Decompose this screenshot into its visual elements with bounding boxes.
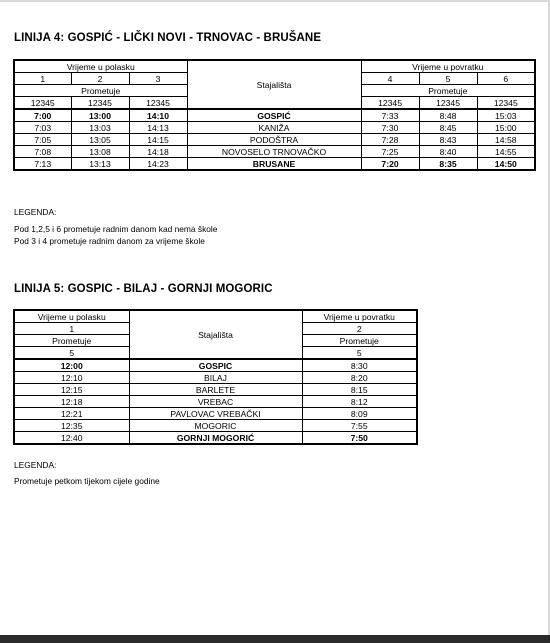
departure-days: 5 xyxy=(14,347,129,360)
departure-time: 12:10 xyxy=(14,372,129,384)
table-row xyxy=(14,359,417,372)
return-time: 15:03 xyxy=(477,109,535,122)
table-row xyxy=(14,432,417,445)
table-row xyxy=(14,372,417,384)
return-time: 8:43 xyxy=(419,134,477,146)
departure-days: 12345 xyxy=(71,97,129,110)
departure-time: 7:00 xyxy=(14,109,71,122)
line5-timetable xyxy=(13,309,418,445)
return-time: 7:55 xyxy=(302,420,417,432)
departure-time: 12:40 xyxy=(14,432,129,445)
return-time: 8:45 xyxy=(419,122,477,134)
departure-time: 12:15 xyxy=(14,384,129,396)
return-time: 7:20 xyxy=(361,158,419,171)
legend-title: LEGENDA: xyxy=(14,207,57,217)
return-time: 8:12 xyxy=(302,396,417,408)
stop-name: BARLETE xyxy=(129,384,302,396)
return-runs-header: Prometuje xyxy=(302,335,417,347)
departure-time: 12:35 xyxy=(14,420,129,432)
return-time: 7:33 xyxy=(361,109,419,122)
departure-time: 13:08 xyxy=(71,146,129,158)
table-row xyxy=(14,396,417,408)
table-header-row xyxy=(14,60,535,73)
table-row xyxy=(14,408,417,420)
return-time: 7:28 xyxy=(361,134,419,146)
return-time: 8:15 xyxy=(302,384,417,396)
stop-name: GORNJI MOGORIĆ xyxy=(129,432,302,445)
stops-header: Stajališta xyxy=(187,60,361,109)
return-time: 8:48 xyxy=(419,109,477,122)
stop-name: KANIŽA xyxy=(187,122,361,134)
return-time: 14:58 xyxy=(477,134,535,146)
return-time: 7:30 xyxy=(361,122,419,134)
return-time: 14:50 xyxy=(477,158,535,171)
return-time: 8:09 xyxy=(302,408,417,420)
legend-line: Pod 1,2,5 i 6 prometuje radnim danom kad nema škole xyxy=(14,224,218,234)
return-runs-header: Prometuje xyxy=(361,85,535,97)
return-col-number: 5 xyxy=(419,73,477,85)
departure-time: 12:18 xyxy=(14,396,129,408)
table-row xyxy=(14,420,417,432)
return-days: 12345 xyxy=(477,97,535,110)
return-time: 8:30 xyxy=(302,359,417,372)
table-row xyxy=(14,109,535,122)
table-row xyxy=(14,134,535,146)
departure-header: Vrijeme u polasku xyxy=(14,310,129,323)
departure-header: Vrijeme u polasku xyxy=(14,60,187,73)
return-time: 14:55 xyxy=(477,146,535,158)
departure-time: 12:21 xyxy=(14,408,129,420)
return-col-number: 4 xyxy=(361,73,419,85)
return-days: 12345 xyxy=(419,97,477,110)
departure-time: 14:18 xyxy=(129,146,187,158)
line4-legend xyxy=(14,206,217,247)
table-header-row xyxy=(14,310,417,323)
table-row xyxy=(14,122,535,134)
legend-line: Prometuje petkom tijekom cijele godine xyxy=(14,476,160,486)
stop-name: GOSPIĆ xyxy=(187,109,361,122)
return-time: 15:00 xyxy=(477,122,535,134)
departure-time: 14:15 xyxy=(129,134,187,146)
return-col-number: 2 xyxy=(302,323,417,335)
return-header: Vrijeme u povratku xyxy=(302,310,417,323)
legend-line: Pod 3 i 4 prometuje radnim danom za vrijeme škole xyxy=(14,236,205,246)
stop-name: PAVLOVAC VREBAČKI xyxy=(129,408,302,420)
return-time: 8:40 xyxy=(419,146,477,158)
departure-col-number: 2 xyxy=(71,73,129,85)
return-days: 5 xyxy=(302,347,417,360)
stop-name: NOVOSELO TRNOVAČKO xyxy=(187,146,361,158)
stop-name: BRUSANE xyxy=(187,158,361,171)
table-row xyxy=(14,146,535,158)
departure-col-number: 1 xyxy=(14,73,71,85)
departure-time: 14:10 xyxy=(129,109,187,122)
stop-name: MOGORIC xyxy=(129,420,302,432)
departure-days: 12345 xyxy=(129,97,187,110)
departure-time: 13:05 xyxy=(71,134,129,146)
stop-name: GOSPIC xyxy=(129,359,302,372)
departure-time: 14:23 xyxy=(129,158,187,171)
return-col-number: 6 xyxy=(477,73,535,85)
departure-time: 7:05 xyxy=(14,134,71,146)
legend-title: LEGENDA: xyxy=(14,460,57,470)
departure-runs-header: Prometuje xyxy=(14,85,187,97)
departure-time: 12:00 xyxy=(14,359,129,372)
return-days: 12345 xyxy=(361,97,419,110)
line5-legend xyxy=(14,459,160,487)
return-time: 8:35 xyxy=(419,158,477,171)
departure-time: 13:00 xyxy=(71,109,129,122)
line5-title: LINIJA 5: GOSPIC - BILAJ - GORNJI MOGORIC xyxy=(14,283,273,295)
window-top-edge xyxy=(0,0,550,2)
departure-runs-header: Prometuje xyxy=(14,335,129,347)
departure-time: 13:13 xyxy=(71,158,129,171)
departure-days: 12345 xyxy=(14,97,71,110)
departure-time: 7:03 xyxy=(14,122,71,134)
stop-name: BILAJ xyxy=(129,372,302,384)
departure-time: 7:08 xyxy=(14,146,71,158)
line4-title: LINIJA 4: GOSPIĆ - LIČKI NOVI - TRNOVAC - BRUŠANE xyxy=(14,32,322,44)
table-row xyxy=(14,158,535,171)
departure-col-number: 3 xyxy=(129,73,187,85)
departure-col-number: 1 xyxy=(14,323,129,335)
stops-header: Stajališta xyxy=(129,310,302,359)
return-header: Vrijeme u povratku xyxy=(361,60,535,73)
table-row xyxy=(14,384,417,396)
departure-time: 14:13 xyxy=(129,122,187,134)
return-time: 7:25 xyxy=(361,146,419,158)
return-time: 8:20 xyxy=(302,372,417,384)
stop-name: PODOŠTRA xyxy=(187,134,361,146)
departure-time: 7:13 xyxy=(14,158,71,171)
line4-timetable xyxy=(13,59,536,171)
stop-name: VREBAC xyxy=(129,396,302,408)
taskbar-edge xyxy=(0,635,550,643)
return-time: 7:50 xyxy=(302,432,417,445)
departure-time: 13:03 xyxy=(71,122,129,134)
